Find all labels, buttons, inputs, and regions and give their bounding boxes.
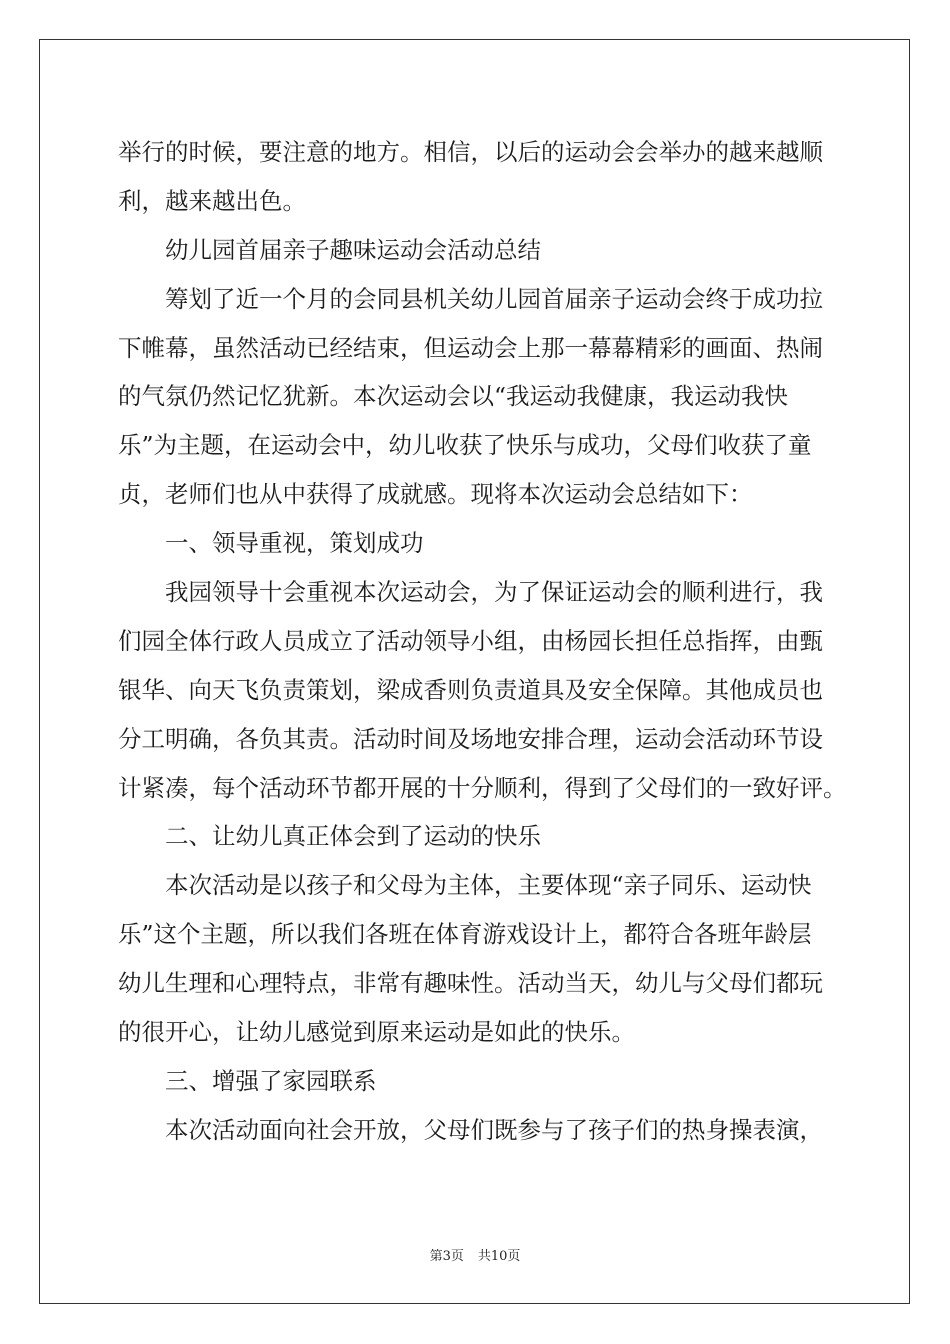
text-line: 乐”为主题，在运动会中，幼儿收获了快乐与成功，父母们收获了童 xyxy=(118,431,812,460)
text-line: 本次活动面向社会开放，父母们既参与了孩子们的热身操表演， xyxy=(165,1115,823,1144)
text-line: 幼儿园首届亲子趣味运动会活动总结 xyxy=(165,235,541,264)
text-line: 三、增强了家园联系 xyxy=(165,1066,377,1095)
text-line: 银华、向天飞负责策划，梁成香则负责道具及安全保障。其他成员也 xyxy=(118,675,823,704)
text-line: 我园领导十会重视本次运动会，为了保证运动会的顺利进行，我 xyxy=(165,578,823,607)
text-line: 下帷幕，虽然活动已经结束，但运动会上那一幕幕精彩的画面、热闹 xyxy=(118,333,823,362)
text-line: 一、领导重视，策划成功 xyxy=(165,529,424,558)
text-line: 本次活动是以孩子和父母为主体，主要体现“亲子同乐、运动快 xyxy=(165,871,812,900)
text-line: 二、让幼儿真正体会到了运动的快乐 xyxy=(165,822,541,851)
text-line: 分工明确，各负其责。活动时间及场地安排合理，运动会活动环节设 xyxy=(118,724,823,753)
text-line: 计紧凑，每个活动环节都开展的十分顺利，得到了父母们的一致好评。 xyxy=(118,773,847,802)
text-line: 贞，老师们也从中获得了成就感。现将本次运动会总结如下： xyxy=(118,480,753,509)
text-line: 幼儿生理和心理特点，非常有趣味性。活动当天，幼儿与父母们都玩 xyxy=(118,969,823,998)
page-number: 第3页 xyxy=(429,1249,464,1264)
text-line: 筹划了近一个月的会同县机关幼儿园首届亲子运动会终于成功拉 xyxy=(165,284,823,313)
text-line: 举行的时候，要注意的地方。相信，以后的运动会会举办的越来越顺 xyxy=(118,138,823,166)
text-line: 的很开心，让幼儿感觉到原来运动是如此的快乐。 xyxy=(118,1018,635,1047)
document-body xyxy=(118,128,847,1155)
text-line: 利，越来越出色。 xyxy=(118,186,306,215)
text-line: 乐”这个主题，所以我们各班在体育游戏设计上，都符合各班年龄层 xyxy=(118,920,812,949)
text-line: 们园全体行政人员成立了活动领导小组，由杨园长担任总指挥，由甄 xyxy=(118,626,823,655)
page-total: 共10页 xyxy=(477,1249,521,1264)
page-footer xyxy=(0,1245,950,1264)
text-line: 的气氛仍然记忆犹新。本次运动会以“我运动我健康，我运动我快 xyxy=(118,382,789,411)
